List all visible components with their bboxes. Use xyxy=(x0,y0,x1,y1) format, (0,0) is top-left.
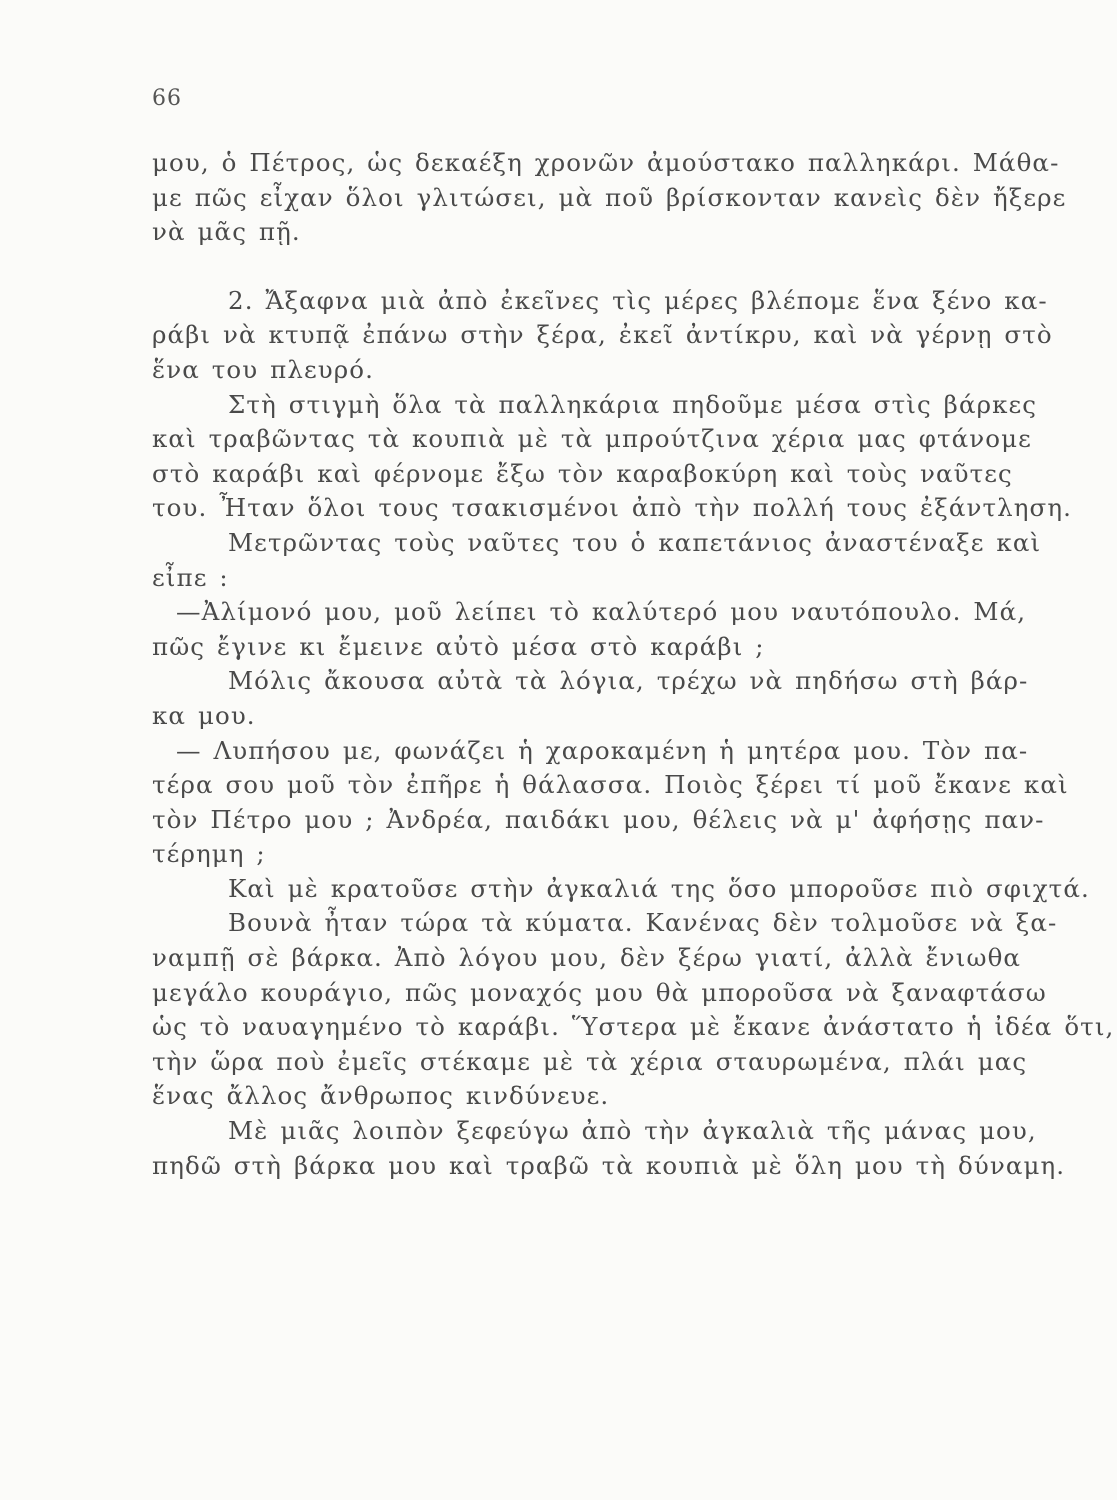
text-line: μου, ὁ Πέτρος, ὡς δεκαέξη χρονῶν ἀμούστακο παλληκάρι. Μάθα- xyxy=(152,148,1060,177)
text-line: — Λυπήσου με, φωνάζει ἡ χαροκαμένη ἡ μητέρα μου. Τὸν πα- xyxy=(176,735,1029,765)
text-line: Μετρῶντας τοὺς ναῦτες του ὁ καπετάνιος ἀναστέναξε καὶ xyxy=(228,527,1042,557)
text-line: ράβι νὰ κτυπᾷ ἐπάνω στὴν ξέρα, ἐκεῖ ἀντίκρυ, καὶ νὰ γέρνῃ στὸ xyxy=(152,320,1053,350)
text-line: στὸ καράβι καὶ φέρνομε ἔξω τὸν καραβοκύρη καὶ τοὺς ναῦτες xyxy=(152,458,1013,488)
body-text xyxy=(152,146,1115,1183)
text-line: τὴν ὥρα ποὺ ἐμεῖς στέκαμε μὲ τὰ χέρια σταυρωμένα, πλάι μας xyxy=(152,1046,1028,1076)
text-line: κα μου. xyxy=(152,700,256,730)
text-line: Στὴ στιγμὴ ὅλα τὰ παλληκάρια πηδοῦμε μέσα στὶς βάρκες xyxy=(228,389,1038,419)
text-line: με πῶς εἶχαν ὅλοι γλιτώσει, μὰ ποῦ βρίσκονταν κανεὶς δὲν ἤξερε xyxy=(152,182,1067,212)
text-line: καὶ τραβῶντας τὰ κουπιὰ μὲ τὰ μπρούτζινα χέρια μας φτάνομε xyxy=(152,424,1032,454)
text-line: του. Ἦταν ὅλοι τους τσακισμένοι ἀπὸ τὴν πολλή τους ἐξάντληση. xyxy=(152,493,1073,523)
text-line: Καὶ μὲ κρατοῦσε στὴν ἀγκαλιά της ὅσο μποροῦσε πιὸ σφιχτά. xyxy=(228,873,1090,903)
text-line: 2. Ἄξαφνα μιὰ ἀπὸ ἐκεῖνες τὶς μέρες βλέπομε ἕνα ξένο κα- xyxy=(228,285,1048,315)
text-line: πηδῶ στὴ βάρκα μου καὶ τραβῶ τὰ κουπιὰ μὲ ὅλη μου τὴ δύναμη. xyxy=(152,1150,1066,1180)
text-line: τέρημη ; xyxy=(152,839,266,869)
text-line: ἕνα του πλευρό. xyxy=(152,354,375,384)
paragraph-gap xyxy=(152,250,988,284)
text-line: ὡς τὸ ναυαγημένο τὸ καράβι. Ὕστερα μὲ ἔκανε ἀνάστατο ἡ ἰδέα ὅτι, xyxy=(152,1012,1115,1042)
text-line: τέρα σου μοῦ τὸν ἐπῆρε ἡ θάλασσα. Ποιὸς ξέρει τί μοῦ ἔκανε καὶ xyxy=(152,770,1069,800)
page-number: 66 xyxy=(152,86,182,111)
text-line: νὰ μᾶς πῇ. xyxy=(152,217,301,247)
text-line: Μὲ μιᾶς λοιπὸν ξεφεύγω ἀπὸ τὴν ἀγκαλιὰ τῆς μάνας μου, xyxy=(228,1116,1037,1146)
text-line: εἶπε : xyxy=(152,562,229,592)
text-line: Βουνὰ ἦταν τώρα τὰ κύματα. Κανένας δὲν τολμοῦσε νὰ ξα- xyxy=(228,908,1058,938)
text-line: τὸν Πέτρο μου ; Ἀνδρέα, παιδάκι μου, θέλεις νὰ μ' ἀφήσῃς παν- xyxy=(152,804,1045,834)
text-line: Μόλις ἄκουσα αὐτὰ τὰ λόγια, τρέχω νὰ πηδήσω στὴ βάρ- xyxy=(228,666,1029,696)
text-line: ναμπῇ σὲ βάρκα. Ἀπὸ λόγου μου, δὲν ξέρω γιατί, ἀλλὰ ἔνιωθα xyxy=(152,943,1022,973)
text-line: μεγάλο κουράγιο, πῶς μοναχός μου θὰ μποροῦσα νὰ ξαναφτάσω xyxy=(152,977,1047,1007)
text-line: πῶς ἔγινε κι ἔμεινε αὐτὸ μέσα στὸ καράβι ; xyxy=(152,631,765,661)
text-line: —Ἀλίμονό μου, μοῦ λείπει τὸ καλύτερό μου ναυτόπουλο. Μά, xyxy=(176,597,1027,627)
text-line: ἕνας ἄλλος ἄνθρωπος κινδύνευε. xyxy=(152,1081,610,1111)
